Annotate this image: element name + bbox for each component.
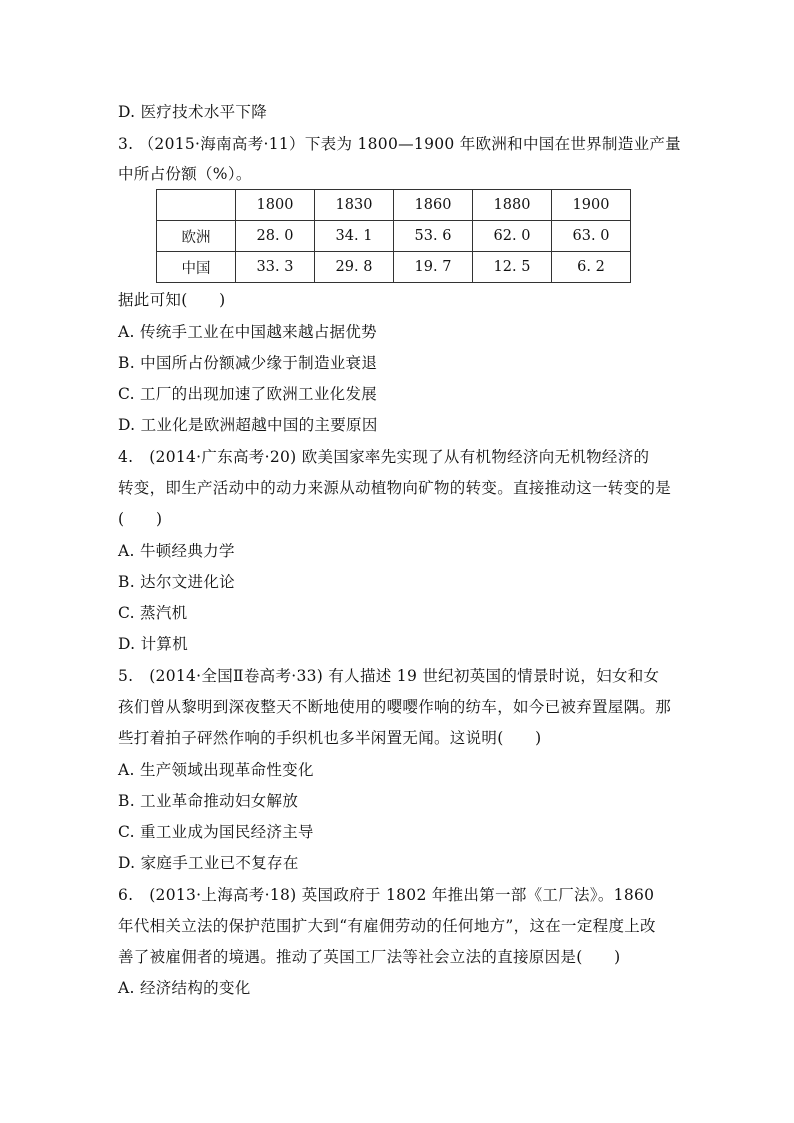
question-4-option-d: D. 计算机 bbox=[118, 635, 189, 653]
question-3-option-b: B. 中国所占份额减少缘于制造业衰退 bbox=[118, 354, 378, 372]
table-cell: 29. 8 bbox=[315, 252, 394, 283]
question-4-option-b: B. 达尔文进化论 bbox=[118, 573, 235, 591]
question-3-prompt: 据此可知( ) bbox=[118, 291, 226, 309]
table-cell: 12. 5 bbox=[473, 252, 552, 283]
question-4-blank: ( ) bbox=[118, 510, 163, 528]
question-4-option-c: C. 蒸汽机 bbox=[118, 604, 188, 622]
question-5-stem-cont2: 些打着拍子砰然作响的手织机也多半闲置无闻。这说明( ) bbox=[118, 729, 542, 747]
table-cell: 6. 2 bbox=[552, 252, 631, 283]
question-3-stem-cont: 中所占份额（%）。 bbox=[118, 165, 252, 183]
table-cell: 53. 6 bbox=[394, 221, 473, 252]
table-cell: 1800 bbox=[236, 190, 315, 221]
question-6-stem: 6. (2013·上海高考·18) 英国政府于 1802 年推出第一部《工厂法》。1860 bbox=[118, 886, 655, 904]
option-d-prev: D. 医疗技术水平下降 bbox=[118, 103, 268, 121]
question-6-stem-cont2: 善了被雇佣者的境遇。推动了英国工厂法等社会立法的直接原因是( ) bbox=[118, 948, 621, 966]
table-cell: 62. 0 bbox=[473, 221, 552, 252]
question-5-option-c: C. 重工业成为国民经济主导 bbox=[118, 823, 314, 841]
question-5-option-d: D. 家庭手工业已不复存在 bbox=[118, 854, 299, 872]
question-4-stem: 4. (2014·广东高考·20) 欧美国家率先实现了从有机物经济向无机物经济的 bbox=[118, 448, 650, 466]
table-cell: 33. 3 bbox=[236, 252, 315, 283]
table-cell: 1860 bbox=[394, 190, 473, 221]
question-3-option-c: C. 工厂的出现加速了欧洲工业化发展 bbox=[118, 385, 378, 403]
question-5-option-a: A. 生产领域出现革命性变化 bbox=[118, 761, 314, 779]
table-cell: 1900 bbox=[552, 190, 631, 221]
table-row bbox=[157, 221, 631, 252]
table-header-row bbox=[157, 190, 631, 221]
table-cell: 63. 0 bbox=[552, 221, 631, 252]
question-4-option-a: A. 牛顿经典力学 bbox=[118, 542, 235, 560]
table-cell: 28. 0 bbox=[236, 221, 315, 252]
table-cell: 1830 bbox=[315, 190, 394, 221]
table-row-label: 中国 bbox=[157, 252, 236, 283]
question-4-stem-cont: 转变，即生产活动中的动力来源从动植物向矿物的转变。直接推动这一转变的是 bbox=[118, 479, 672, 497]
question-5-option-b: B. 工业革命推动妇女解放 bbox=[118, 792, 299, 810]
question-6-option-a: A. 经济结构的变化 bbox=[118, 979, 251, 997]
question-3-option-d: D. 工业化是欧洲超越中国的主要原因 bbox=[118, 416, 378, 434]
question-6-stem-cont: 年代相关立法的保护范围扩大到“有雇佣劳动的任何地方”，这在一定程度上改 bbox=[118, 917, 656, 935]
share-table bbox=[156, 189, 631, 283]
table-row-label: 欧洲 bbox=[157, 221, 236, 252]
table-row bbox=[157, 252, 631, 283]
table-cell: 34. 1 bbox=[315, 221, 394, 252]
table-cell: 1880 bbox=[473, 190, 552, 221]
question-5-stem-cont: 孩们曾从黎明到深夜整天不断地使用的嘤嘤作响的纺车，如今已被弃置屋隅。那 bbox=[118, 698, 672, 716]
question-3-option-a: A. 传统手工业在中国越来越占据优势 bbox=[118, 323, 377, 341]
table-cell: 19. 7 bbox=[394, 252, 473, 283]
table-cell bbox=[157, 190, 236, 221]
question-5-stem: 5. (2014·全国Ⅱ卷高考·33) 有人描述 19 世纪初英国的情景时说，妇女和女 bbox=[118, 667, 660, 685]
question-3-stem: 3. （2015·海南高考·11）下表为 1800—1900 年欧洲和中国在世界制造业产量 bbox=[118, 135, 681, 153]
